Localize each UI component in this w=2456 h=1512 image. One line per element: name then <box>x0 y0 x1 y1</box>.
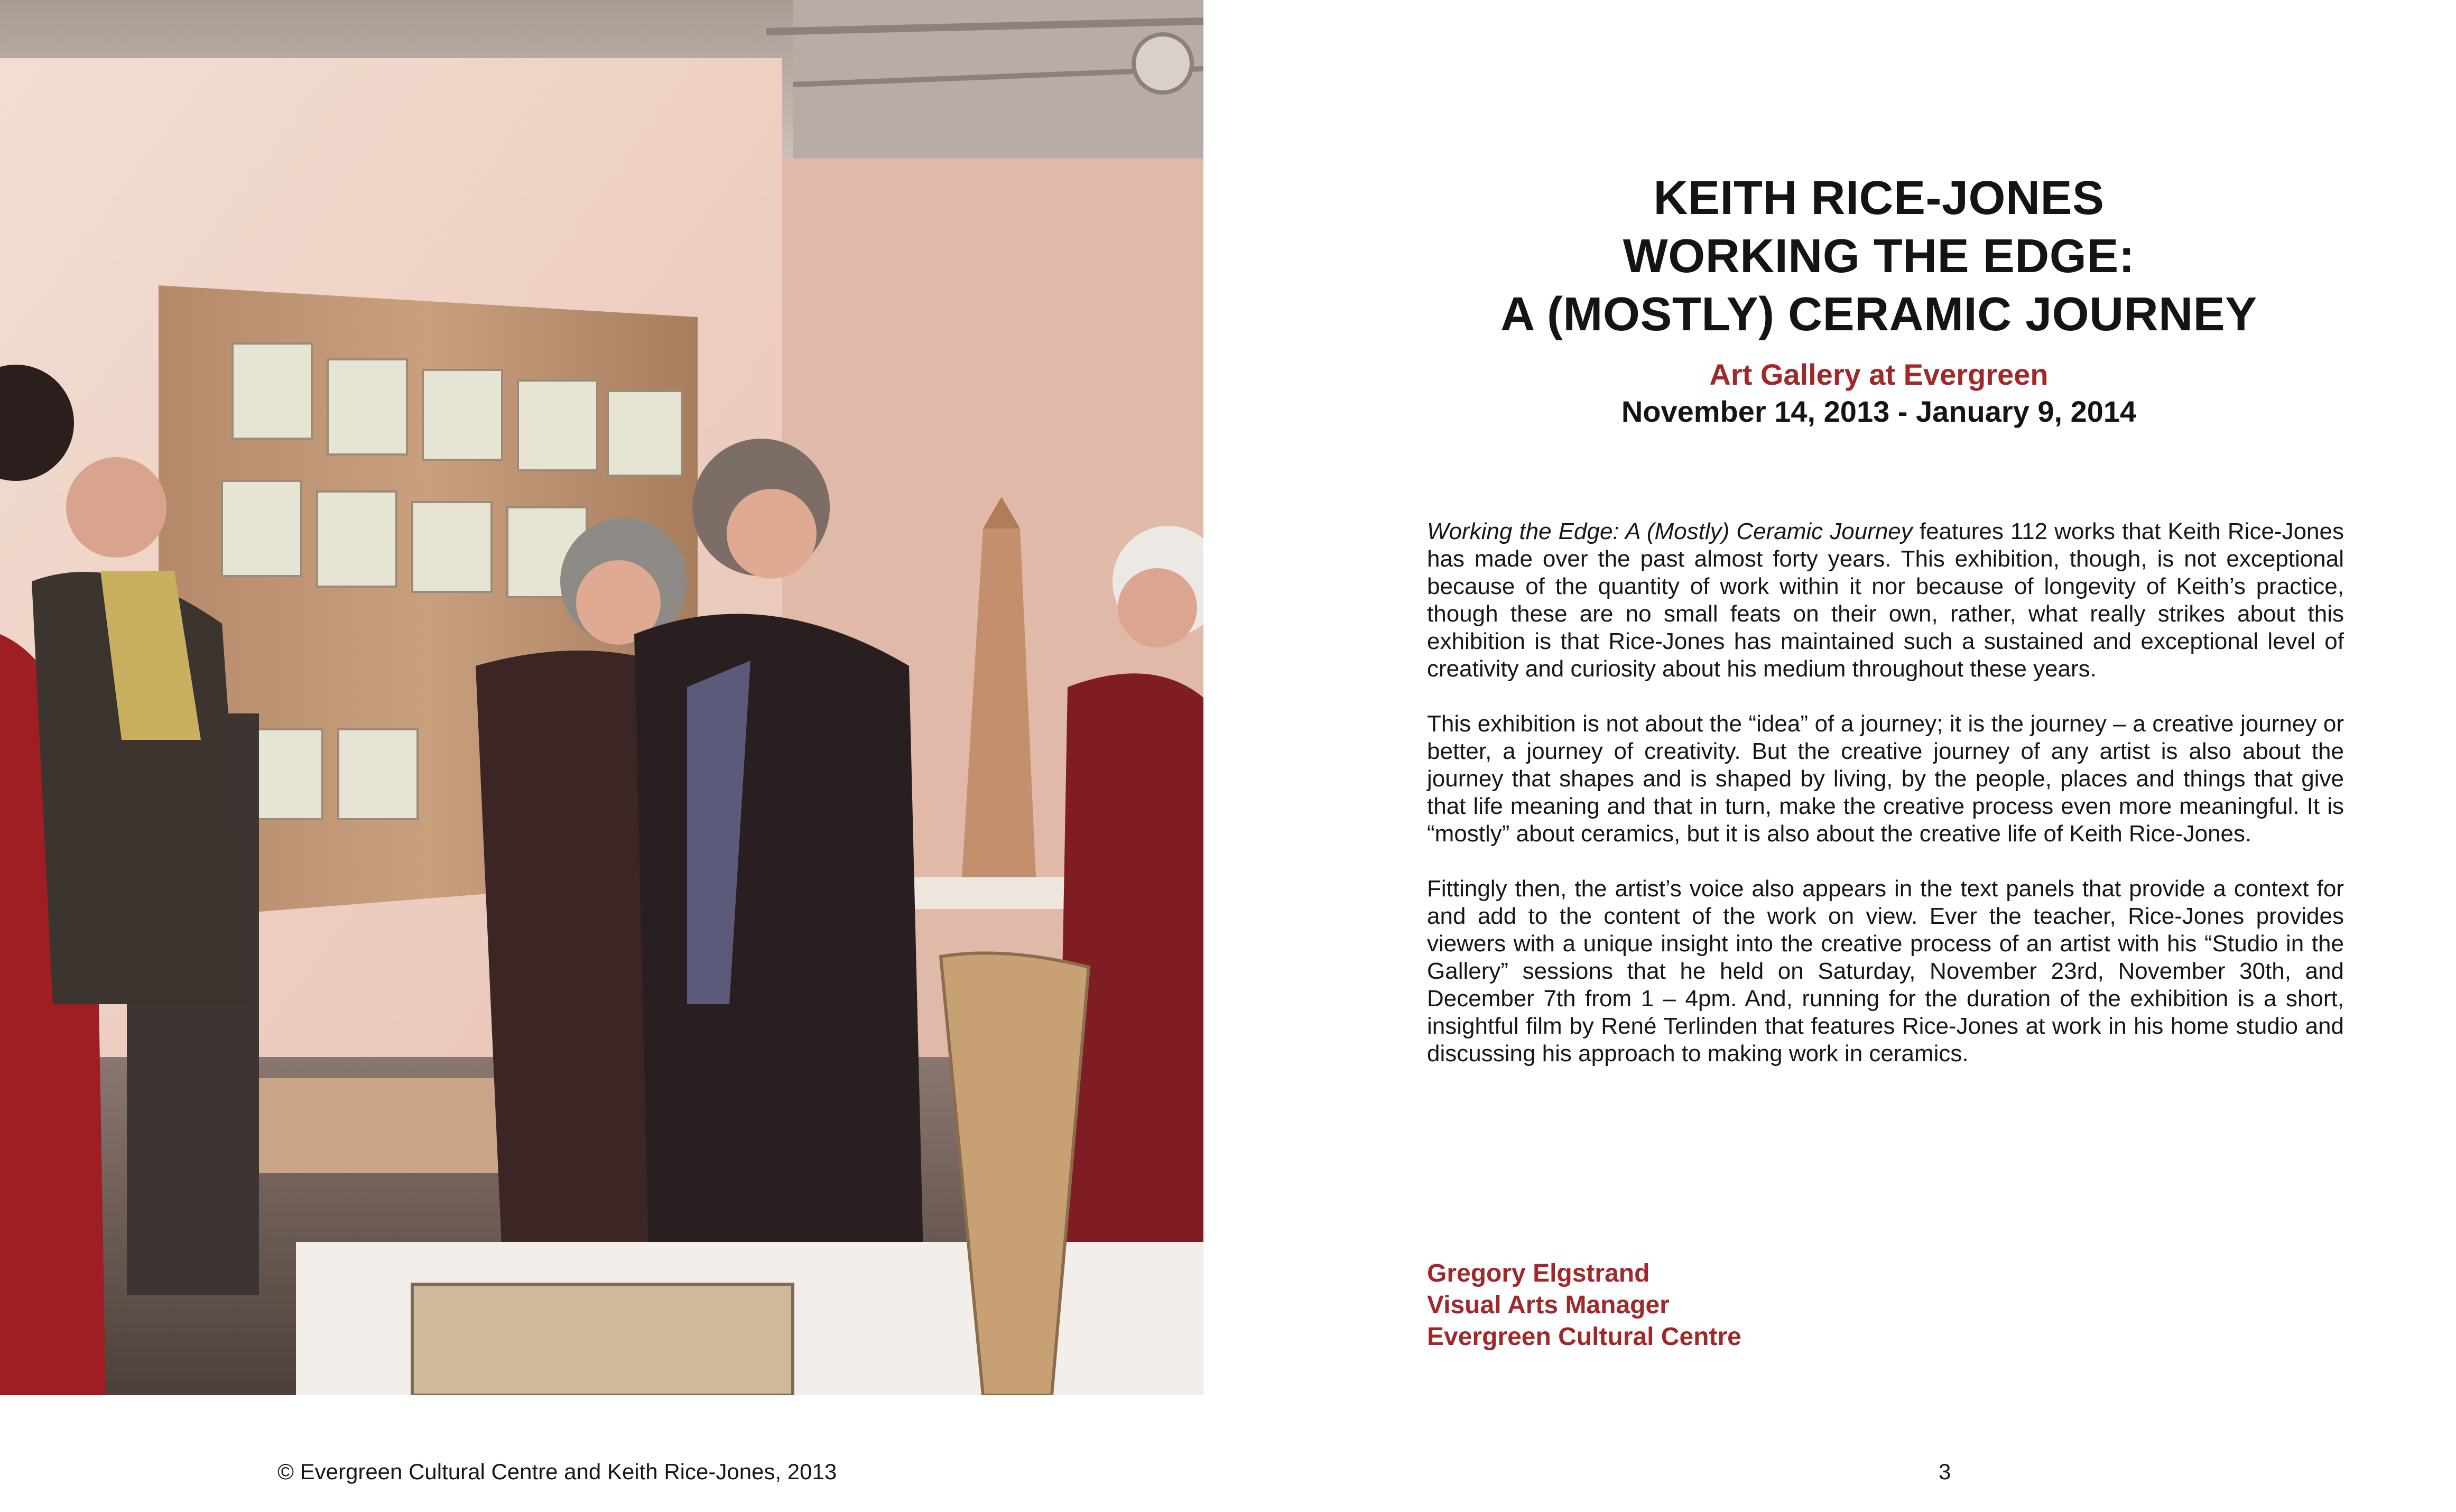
essay-paragraph-1-text: features 112 works that Keith Rice-Jones has made over the past almost forty years. This exhibition, though, is not exceptional because of the quantity of work within it nor because of longevity of Keith’s practice, though these are no small feats on their own, rather, what really strikes about this exhibition is that Rice-Jones has maintained such a sustained and exceptional level of creativity and curiosity about his medium throughout these years. <box>1427 518 2344 682</box>
exhibition-title-line-1: WORKING THE EDGE: <box>1623 230 2135 283</box>
essay-title-italic: Working the Edge: A (Mostly) Ceramic Journey <box>1427 518 1913 544</box>
exhibition-title-line-2: A (MOSTLY) CERAMIC JOURNEY <box>1500 288 2257 341</box>
author-name: Gregory Elgstrand <box>1427 1259 1650 1287</box>
essay-paragraph-1 <box>1427 518 2344 683</box>
venue-name: Art Gallery at Evergreen <box>1709 358 2049 391</box>
title-block <box>1353 169 2405 430</box>
page-number: 3 <box>1939 1459 1951 1484</box>
author-role: Visual Arts Manager <box>1427 1291 1670 1319</box>
artist-name: KEITH RICE-JONES <box>1653 172 2105 225</box>
copyright-notice: © Evergreen Cultural Centre and Keith Rice-Jones, 2013 <box>277 1459 837 1484</box>
essay-body <box>1427 518 2344 1095</box>
author-signature <box>1427 1258 2273 1353</box>
author-organization: Evergreen Cultural Centre <box>1427 1323 1741 1351</box>
essay-paragraph-3: Fittingly then, the artist’s voice also appears in the text panels that provide a context for and add to the content of the work on view. Ever the teacher, Rice-Jones provides viewers with a unique insight into the creative process of an artist with his “Studio in the Gallery” sessions that he held on Saturday, November 23rd, November 30th, and December 7th from 1 – 4pm. And, running for the duration of the exhibition is a short, insightful film by René Terlinden that features Rice-Jones at work in his home studio and discussing his approach to making work in ceramics. <box>1427 876 2344 1066</box>
exhibition-dates: November 14, 2013 - January 9, 2014 <box>1621 395 2137 428</box>
essay-paragraph-2: This exhibition is not about the “idea” of a journey; it is the journey – a creative journey or better, a journey of creativity. But the creative journey of any artist is also about the journey that shapes and is shaped by living, by the people, places and things that give that life meaning and that in turn, make the creative process even more meaningful. It is “mostly” about ceramics, but it is also about the creative life of Keith Rice-Jones. <box>1427 711 2344 847</box>
gallery-opening-photo <box>0 0 1203 1395</box>
photo-illustration <box>0 0 1203 1395</box>
